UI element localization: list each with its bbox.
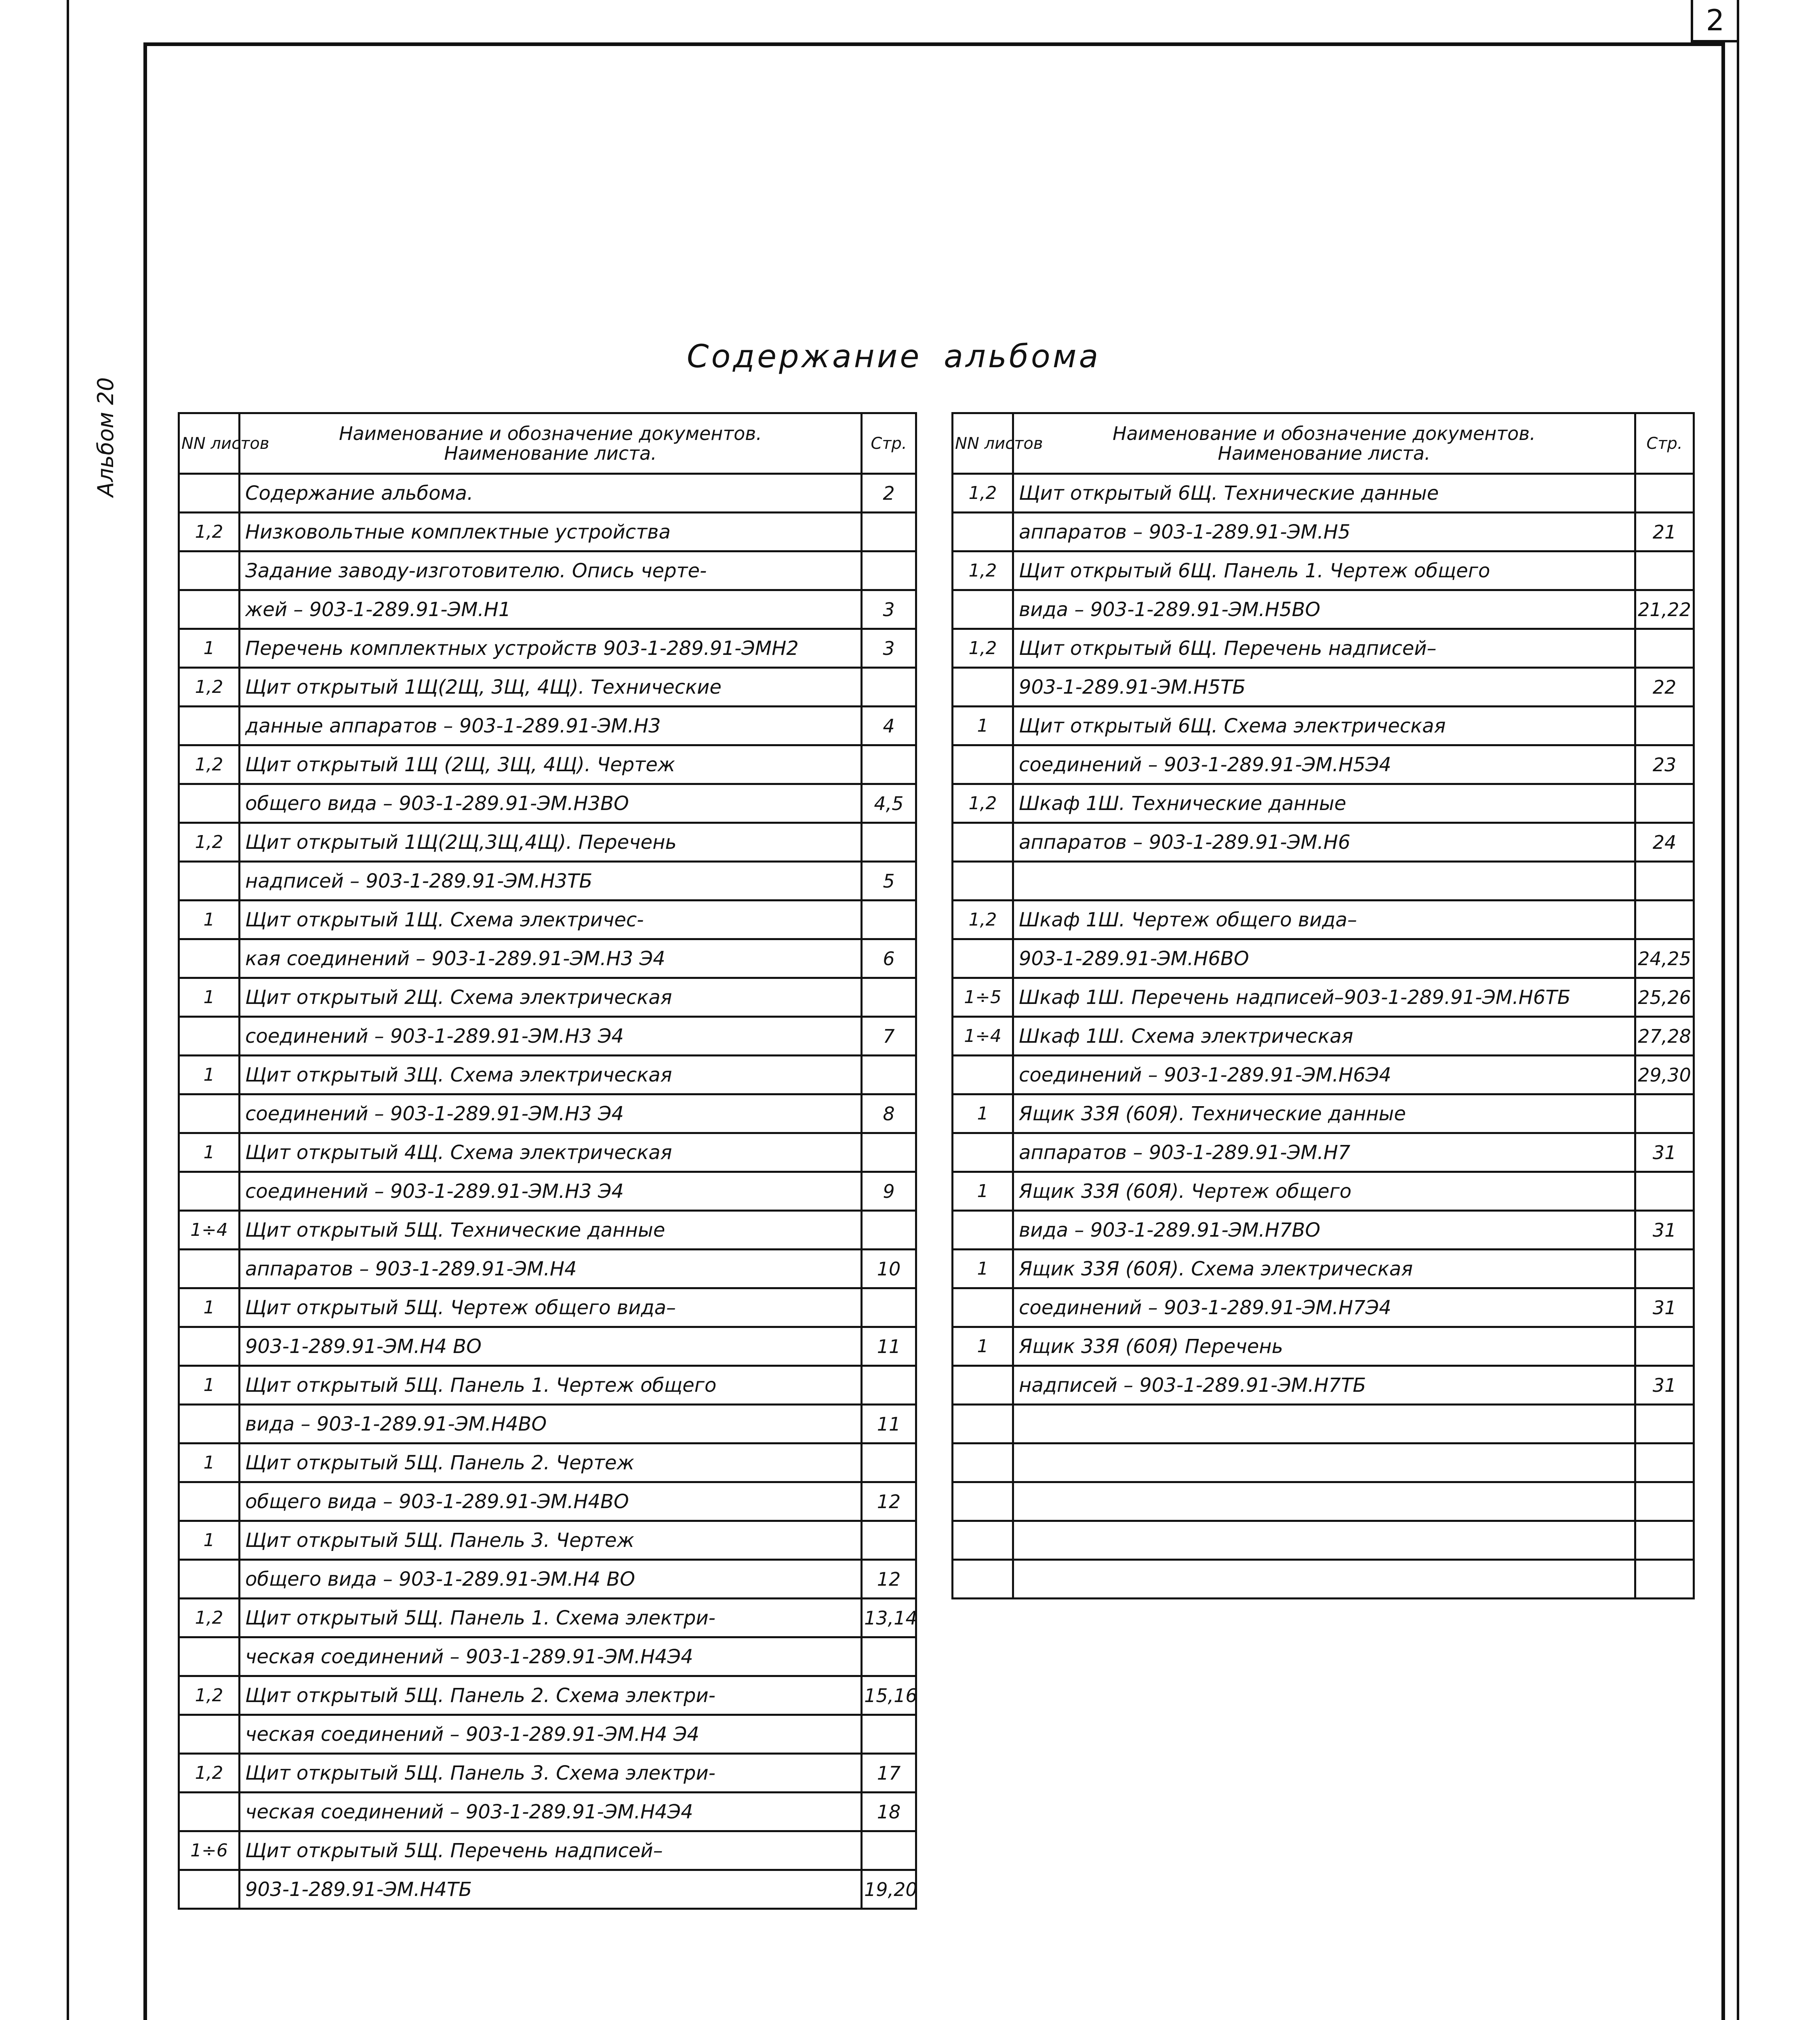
table-row [953,823,1694,862]
row-page [862,1715,916,1754]
row-page: 3 [862,629,916,668]
row-page: 12 [862,1482,916,1521]
row-name: Щит открытый 1Щ. Схема электричес- [240,901,862,939]
table-row [179,707,916,745]
table-row [179,1715,916,1754]
row-page: 24 [1635,823,1694,862]
table-row [953,474,1694,513]
row-num [953,1560,1013,1599]
row-page [1635,862,1694,901]
table-row [953,590,1694,629]
row-name: Щит открытый 5Щ. Чертеж общего вида– [240,1288,862,1327]
row-num: 1,2 [953,474,1013,513]
row-name [1013,1482,1635,1521]
row-name: Ящик 33Я (60Я) Перечень [1013,1327,1635,1366]
row-name: надписей – 903-1-289.91-ЭМ.Н3ТБ [240,862,862,901]
table-row [179,1793,916,1831]
row-num [179,1405,240,1443]
row-page: 29,30 [1635,1056,1694,1094]
row-name: 903-1-289.91-ЭМ.Н4ТБ [240,1870,862,1909]
row-page: 31 [1635,1211,1694,1250]
table-row [953,1211,1694,1250]
row-page [1635,1405,1694,1443]
row-num: 1÷4 [953,1017,1013,1056]
row-page [862,901,916,939]
table-row [953,668,1694,707]
row-num [179,862,240,901]
table-row [179,1831,916,1870]
toc-table-right [951,412,1695,1599]
row-num: 1,2 [953,901,1013,939]
table-row [179,1366,916,1405]
row-num [953,668,1013,707]
row-num: 1 [179,1288,240,1327]
row-num [953,862,1013,901]
row-page [862,1211,916,1250]
row-page [1635,707,1694,745]
table-row [953,939,1694,978]
row-num [179,474,240,513]
row-page: 24,25 [1635,939,1694,978]
table-row [179,1482,916,1521]
row-name: общего вида – 903-1-289.91-ЭМ.Н4 ВО [240,1560,862,1599]
row-num: 1,2 [179,1599,240,1637]
row-num [179,1870,240,1909]
table-row [953,1017,1694,1056]
row-num [953,939,1013,978]
row-name: Щит открытый 4Щ. Схема электрическая [240,1133,862,1172]
row-page [862,745,916,784]
table-row [953,1405,1694,1443]
row-num [179,1172,240,1211]
row-num: 1÷5 [953,978,1013,1017]
row-name: ческая соединений – 903-1-289.91-ЭМ.Н4Э4 [240,1793,862,1831]
table-row [953,745,1694,784]
row-name: Щит открытый 1Щ (2Щ, 3Щ, 4Щ). Чертеж [240,745,862,784]
header-name-line1: Наименование и обозначение документов. [1112,423,1536,445]
row-page [1635,1250,1694,1288]
row-name: соединений – 903-1-289.91-ЭМ.Н3 Э4 [240,1172,862,1211]
row-page [1635,629,1694,668]
table-row [179,513,916,551]
row-page: 11 [862,1327,916,1366]
row-name: соединений – 903-1-289.91-ЭМ.Н7Э4 [1013,1288,1635,1327]
row-name: Щит открытый 1Щ(2Щ, 3Щ, 4Щ). Технические [240,668,862,707]
row-num [953,1443,1013,1482]
table-row [179,1250,916,1288]
row-name: Ящик 33Я (60Я). Чертеж общего [1013,1172,1635,1211]
row-name: вида – 903-1-289.91-ЭМ.Н4ВО [240,1405,862,1443]
table-row [953,551,1694,590]
row-name: надписей – 903-1-289.91-ЭМ.Н7ТБ [1013,1366,1635,1405]
row-page [1635,1560,1694,1599]
table-row [179,1676,916,1715]
row-name: общего вида – 903-1-289.91-ЭМ.Н3ВО [240,784,862,823]
table-row [179,1172,916,1211]
row-page [862,1831,916,1870]
table-row [953,629,1694,668]
row-page [1635,551,1694,590]
row-num: 1,2 [179,745,240,784]
row-page: 2 [862,474,916,513]
row-name: Шкаф 1Ш. Технические данные [1013,784,1635,823]
row-page: 13,14 [862,1599,916,1637]
row-name: вида – 903-1-289.91-ЭМ.Н5ВО [1013,590,1635,629]
row-num: 1 [953,1250,1013,1288]
row-page [862,1056,916,1094]
row-num: 1 [179,901,240,939]
row-page [1635,1327,1694,1366]
row-num: 1,2 [179,1754,240,1793]
table-row [953,1288,1694,1327]
row-page: 23 [1635,745,1694,784]
table-row [953,1443,1694,1482]
row-name [1013,1521,1635,1560]
row-page [862,1637,916,1676]
table-row [953,1366,1694,1405]
row-name: жей – 903-1-289.91-ЭМ.Н1 [240,590,862,629]
row-page: 10 [862,1250,916,1288]
row-page: 21 [1635,513,1694,551]
row-num [953,1521,1013,1560]
row-page [862,1133,916,1172]
album-label: Альбом 20 [93,377,118,497]
row-name: Перечень комплектных устройств 903-1-289.91-ЭМН2 [240,629,862,668]
row-page [862,668,916,707]
row-name: вида – 903-1-289.91-ЭМ.Н7ВО [1013,1211,1635,1250]
row-num [179,1250,240,1288]
row-num: 1 [953,1327,1013,1366]
row-name: Щит открытый 5Щ. Панель 1. Схема электри- [240,1599,862,1637]
table-row [179,901,916,939]
row-name: Щит открытый 6Щ. Панель 1. Чертеж общего [1013,551,1635,590]
row-num: 1,2 [953,551,1013,590]
row-name: Низковольтные комплектные устройства [240,513,862,551]
row-name: Щит открытый 6Щ. Схема электрическая [1013,707,1635,745]
row-page [1635,1094,1694,1133]
header-name-line1: Наименование и обозначение документов. [339,423,762,445]
row-num [953,513,1013,551]
table-row [953,901,1694,939]
row-name: Щит открытый 2Щ. Схема электрическая [240,978,862,1017]
table-row [179,590,916,629]
row-name: аппаратов – 903-1-289.91-ЭМ.Н7 [1013,1133,1635,1172]
row-name: ческая соединений – 903-1-289.91-ЭМ.Н4 Э4 [240,1715,862,1754]
row-num [953,1366,1013,1405]
table-row [179,1754,916,1793]
row-name: соединений – 903-1-289.91-ЭМ.Н6Э4 [1013,1056,1635,1094]
row-name: Щит открытый 5Щ. Технические данные [240,1211,862,1250]
row-name: Шкаф 1Ш. Чертеж общего вида– [1013,901,1635,939]
row-num: 1 [179,1443,240,1482]
row-name: Задание заводу-изготовителю. Опись черте- [240,551,862,590]
row-page [862,1443,916,1482]
table-row [179,1211,916,1250]
row-num [179,551,240,590]
table-row [179,1288,916,1327]
table-row [179,1405,916,1443]
row-num: 1,2 [953,629,1013,668]
row-num [179,1094,240,1133]
row-page: 7 [862,1017,916,1056]
row-name: данные аппаратов – 903-1-289.91-ЭМ.Н3 [240,707,862,745]
page-number: 2 [1706,3,1725,37]
table-row [953,1482,1694,1521]
row-page [1635,1443,1694,1482]
row-name: Шкаф 1Ш. Перечень надписей–903-1-289.91-ЭМ.Н6ТБ [1013,978,1635,1017]
header-name-line2: Наименование листа. [444,442,657,464]
toc-table-left [178,412,917,1910]
row-name [1013,862,1635,901]
row-name: Щит открытый 5Щ. Панель 2. Схема электри- [240,1676,862,1715]
row-name: Щит открытый 5Щ. Панель 3. Схема электри- [240,1754,862,1793]
row-page: 22 [1635,668,1694,707]
row-page: 4 [862,707,916,745]
row-page: 17 [862,1754,916,1793]
page-number-box [1691,0,1737,42]
table-row [179,1017,916,1056]
row-page [1635,784,1694,823]
row-page [1635,474,1694,513]
header-name [1013,413,1635,474]
row-name: Щит открытый 5Щ. Панель 1. Чертеж общего [240,1366,862,1405]
table-row [953,1250,1694,1288]
row-num [179,1482,240,1521]
table-row [953,1172,1694,1211]
table-row [179,1327,916,1366]
table-row [179,1637,916,1676]
row-name: аппаратов – 903-1-289.91-ЭМ.Н6 [1013,823,1635,862]
table-row [953,784,1694,823]
row-page: 12 [862,1560,916,1599]
row-num [179,707,240,745]
table-row [179,1133,916,1172]
row-name: Содержание альбома. [240,474,862,513]
table-row [953,862,1694,901]
row-name: кая соединений – 903-1-289.91-ЭМ.Н3 Э4 [240,939,862,978]
row-num [953,1133,1013,1172]
row-num: 1 [179,1133,240,1172]
row-num [179,1793,240,1831]
row-name: Щит открытый 3Щ. Схема электрическая [240,1056,862,1094]
table-row [953,1521,1694,1560]
row-num [179,1560,240,1599]
table-row [179,474,916,513]
row-name: соединений – 903-1-289.91-ЭМ.Н3 Э4 [240,1094,862,1133]
header-num: NN листов [953,413,1013,474]
row-name [1013,1405,1635,1443]
row-name: Щит открытый 5Щ. Перечень надписей– [240,1831,862,1870]
row-num: 1 [179,1521,240,1560]
row-num [179,1327,240,1366]
row-num: 1 [953,1172,1013,1211]
row-num [179,784,240,823]
row-num: 1 [179,978,240,1017]
header-name-line2: Наименование листа. [1218,442,1431,464]
page-title: Содержание альбома [687,339,1101,375]
row-page: 31 [1635,1133,1694,1172]
row-page: 9 [862,1172,916,1211]
header-page: Стр. [862,413,916,474]
header-name [240,413,862,474]
row-page [862,823,916,862]
table-row [179,1599,916,1637]
row-num [179,939,240,978]
row-name: Ящик 33Я (60Я). Схема электрическая [1013,1250,1635,1288]
row-name [1013,1443,1635,1482]
table-row [179,862,916,901]
row-name: аппаратов – 903-1-289.91-ЭМ.Н4 [240,1250,862,1288]
table-row [179,1870,916,1909]
table-row [953,513,1694,551]
table-row [179,1521,916,1560]
row-page: 15,16 [862,1676,916,1715]
row-page [862,1288,916,1327]
row-num [953,745,1013,784]
row-name: Щит открытый 6Щ. Технические данные [1013,474,1635,513]
table-header-row [953,413,1694,474]
row-page: 21,22 [1635,590,1694,629]
table-row [179,978,916,1017]
row-name [1013,1560,1635,1599]
row-page: 18 [862,1793,916,1831]
row-name: Шкаф 1Ш. Схема электрическая [1013,1017,1635,1056]
row-num: 1,2 [179,513,240,551]
row-num: 1,2 [179,823,240,862]
row-page [1635,901,1694,939]
table-row [953,707,1694,745]
table-row [953,1056,1694,1094]
row-num: 1,2 [953,784,1013,823]
row-name: соединений – 903-1-289.91-ЭМ.Н5Э4 [1013,745,1635,784]
table-row [179,823,916,862]
row-page: 8 [862,1094,916,1133]
table-row [953,1560,1694,1599]
row-num [953,823,1013,862]
row-num [179,590,240,629]
row-page: 31 [1635,1288,1694,1327]
row-num [953,1288,1013,1327]
row-page [862,551,916,590]
row-page [1635,1172,1694,1211]
row-page [862,1521,916,1560]
row-name: Щит открытый 5Щ. Панель 3. Чертеж [240,1521,862,1560]
row-num: 1÷6 [179,1831,240,1870]
row-page [862,1366,916,1405]
row-page [1635,1482,1694,1521]
row-name: ческая соединений – 903-1-289.91-ЭМ.Н4Э4 [240,1637,862,1676]
table-header-row [179,413,916,474]
table-row [953,978,1694,1017]
row-page: 31 [1635,1366,1694,1405]
row-num [179,1017,240,1056]
row-page: 27,28 [1635,1017,1694,1056]
row-num [179,1637,240,1676]
row-page: 19,20 [862,1870,916,1909]
table-row [953,1094,1694,1133]
table-row [179,1443,916,1482]
row-page: 25,26 [1635,978,1694,1017]
row-num: 1 [179,1366,240,1405]
row-num [953,1211,1013,1250]
row-num: 1 [179,629,240,668]
table-row [179,745,916,784]
table-row [179,551,916,590]
row-num: 1 [179,1056,240,1094]
row-num [953,590,1013,629]
row-num [179,1715,240,1754]
row-page: 11 [862,1405,916,1443]
row-name: Щит открытый 1Щ(2Щ,3Щ,4Щ). Перечень [240,823,862,862]
row-num: 1,2 [179,668,240,707]
table-row [179,939,916,978]
table-row [179,1094,916,1133]
row-num: 1 [953,1094,1013,1133]
row-name: 903-1-289.91-ЭМ.Н6ВО [1013,939,1635,978]
table-row [179,668,916,707]
table-row [179,1056,916,1094]
row-page [1635,1521,1694,1560]
header-page: Стр. [1635,413,1694,474]
row-name: 903-1-289.91-ЭМ.Н4 ВО [240,1327,862,1366]
row-name: аппаратов – 903-1-289.91-ЭМ.Н5 [1013,513,1635,551]
row-page [862,978,916,1017]
row-num: 1 [953,707,1013,745]
row-name: общего вида – 903-1-289.91-ЭМ.Н4ВО [240,1482,862,1521]
row-name: Ящик 33Я (60Я). Технические данные [1013,1094,1635,1133]
row-page: 4,5 [862,784,916,823]
row-page [862,513,916,551]
row-num: 1÷4 [179,1211,240,1250]
header-num: NN листов [179,413,240,474]
table-row [179,1560,916,1599]
row-name: Щит открытый 5Щ. Панель 2. Чертеж [240,1443,862,1482]
table-row [953,1327,1694,1366]
row-name: соединений – 903-1-289.91-ЭМ.Н3 Э4 [240,1017,862,1056]
row-name: Щит открытый 6Щ. Перечень надписей– [1013,629,1635,668]
row-num: 1,2 [179,1676,240,1715]
row-page: 3 [862,590,916,629]
row-num [953,1482,1013,1521]
row-name: 903-1-289.91-ЭМ.Н5ТБ [1013,668,1635,707]
table-row [953,1133,1694,1172]
table-row [179,629,916,668]
row-num [953,1056,1013,1094]
row-page: 5 [862,862,916,901]
table-row [179,784,916,823]
row-page: 6 [862,939,916,978]
row-num [953,1405,1013,1443]
